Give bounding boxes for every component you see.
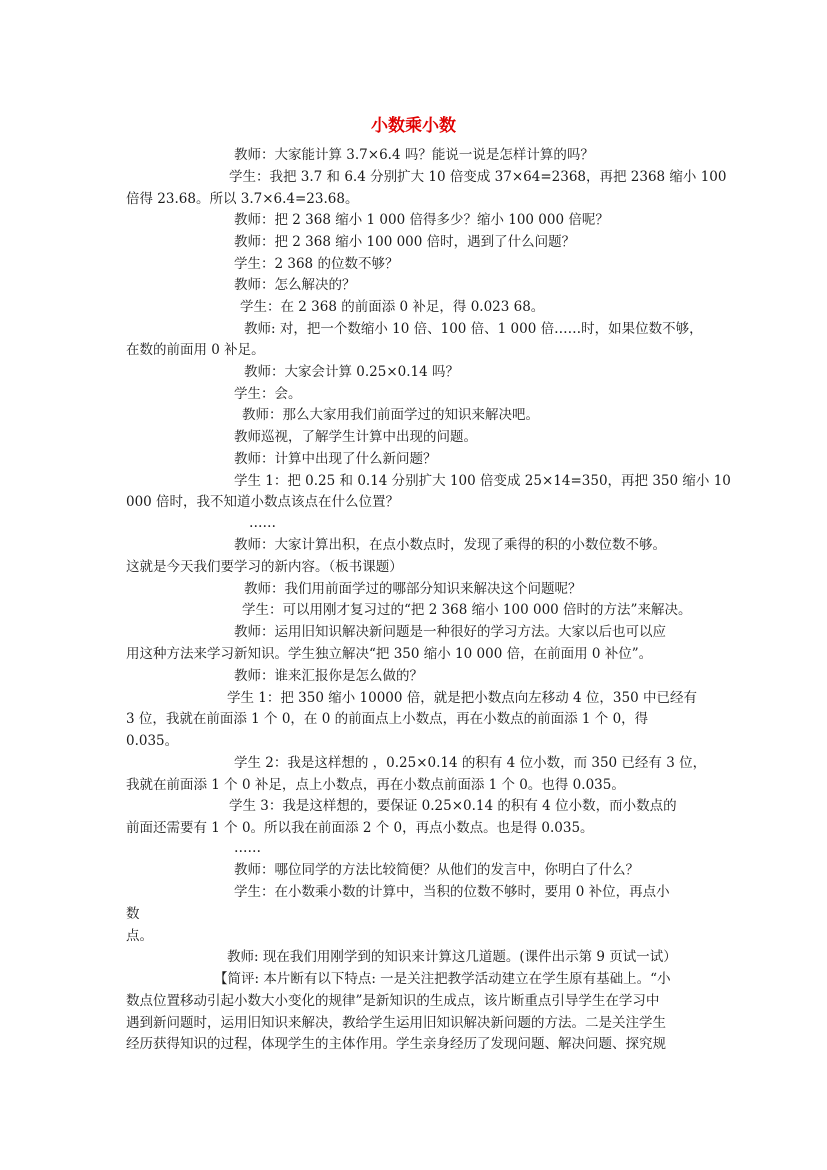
- text-line: 教师：谁来汇报你是怎么做的？: [234, 668, 423, 684]
- text-line: 教师：把 2 368 缩小 1 000 倍得多少？缩小 100 000 倍呢？: [234, 212, 609, 228]
- text-line: 点。: [126, 928, 153, 944]
- text-line: 【简评: 本片断有以下特点: 一是关注把教学活动建立在学生原有基础上。“小: [214, 971, 671, 987]
- text-line: 学生：我把 3.7 和 6.4 分别扩大 10 倍变成 37×64=2368，再把 2368 缩小 100: [229, 169, 727, 185]
- text-line: 前面还需要有 1 个 0。所以我在前面添 2 个 0，再点小数点。也是得 0.035。: [126, 820, 594, 836]
- text-line: 学生：2 368 的位数不够？: [234, 256, 399, 272]
- document-title: 小数乘小数: [371, 116, 456, 136]
- text-line: 学生 1：把 0.25 和 0.14 分别扩大 100 倍变成 25×14=350，再把 350 缩小 10: [234, 473, 731, 489]
- text-line: 教师: 对，把一个数缩小 10 倍、100 倍、1 000 倍……时，如果位数不够，: [244, 321, 703, 337]
- text-line: 遇到新问题时，运用旧知识来解决，教给学生运用旧知识解决新问题的方法。二是关注学生: [126, 1015, 666, 1031]
- text-line: 教师：计算中出现了什么新问题？: [234, 451, 437, 467]
- text-line: 学生：在 2 368 的前面添 0 补足，得 0.023 68。: [240, 299, 545, 315]
- text-line: 学生：可以用刚才复习过的“把 2 368 缩小 100 000 倍时的方法”来解决。: [242, 602, 692, 618]
- text-line: 在数的前面用 0 补足。: [126, 342, 265, 358]
- text-line: 教师：大家能计算 3.7×6.4 吗？能说一说是怎样计算的吗？: [234, 147, 594, 163]
- text-line: 学生：在小数乘小数的计算中，当积的位数不够时，要用 0 补位，再点小: [234, 884, 670, 900]
- text-line: 教师巡视，了解学生计算中出现的问题。: [234, 429, 477, 445]
- text-line: 教师：怎么解决的？: [234, 277, 356, 293]
- text-line: 学生 3：我是这样想的，要保证 0.25×0.14 的积有 4 位小数，而小数点的: [229, 798, 677, 814]
- text-line: ……: [249, 515, 276, 531]
- text-line: 教师：大家会计算 0.25×0.14 吗？: [244, 364, 460, 380]
- text-line: 用这种方法来学习新知识。学生独立解决“把 350 缩小 10 000 倍，在前面用 0 补位”。: [126, 646, 653, 662]
- text-line: 学生：会。: [234, 386, 302, 402]
- text-line: ……: [234, 840, 261, 856]
- text-line: 这就是今天我们要学习的新内容。（板书课题）: [126, 559, 403, 575]
- text-line: 3 位，我就在前面添 1 个 0，在 0 的前面点上小数点，再在小数点的前面添 1 个 0，得: [126, 711, 649, 727]
- text-line: 我就在前面添 1 个 0 补足，点上小数点，再在小数点前面添 1 个 0。也得 0.035。: [126, 777, 625, 793]
- text-line: 数点位置移动引起小数大小变化的规律”是新知识的生成点，该片断重点引导学生在学习中: [126, 993, 660, 1009]
- text-line: 教师: 现在我们用刚学到的知识来计算这几道题。(课件出示第 9 页试一试）: [227, 949, 677, 965]
- text-line: 经历获得知识的过程，体现学生的主体作用。学生亲身经历了发现问题、解决问题、探究规: [126, 1036, 666, 1052]
- text-line: 教师：运用旧知识解决新问题是一种很好的学习方法。大家以后也可以应: [234, 624, 666, 640]
- text-line: 数: [126, 906, 140, 922]
- text-line: 教师：我们用前面学过的哪部分知识来解决这个问题呢？: [244, 581, 582, 597]
- text-line: 学生 1：把 350 缩小 10000 倍，就是把小数点向左移动 4 位，350 中已经有: [227, 690, 697, 706]
- text-line: 教师：把 2 368 缩小 100 000 倍时，遇到了什么问题？: [234, 234, 576, 250]
- text-line: 教师：那么大家用我们前面学过的知识来解决吧。: [242, 407, 539, 423]
- text-line: 教师：大家计算出积，在点小数点时，发现了乘得的积的小数位数不够。: [234, 537, 666, 553]
- text-line: 倍得 23.68。所以 3.7×6.4=23.68。: [126, 191, 359, 207]
- text-line: 0.035。: [126, 733, 179, 749]
- text-line: 学生 2：我是这样想的 ，0.25×0.14 的积有 4 位小数，而 350 已经有 3 位，: [234, 755, 707, 771]
- text-line: 教师：哪位同学的方法比较简便？从他们的发言中，你明白了什么？: [234, 862, 639, 878]
- text-line: 000 倍时，我不知道小数点该点在什么位置？: [126, 494, 400, 510]
